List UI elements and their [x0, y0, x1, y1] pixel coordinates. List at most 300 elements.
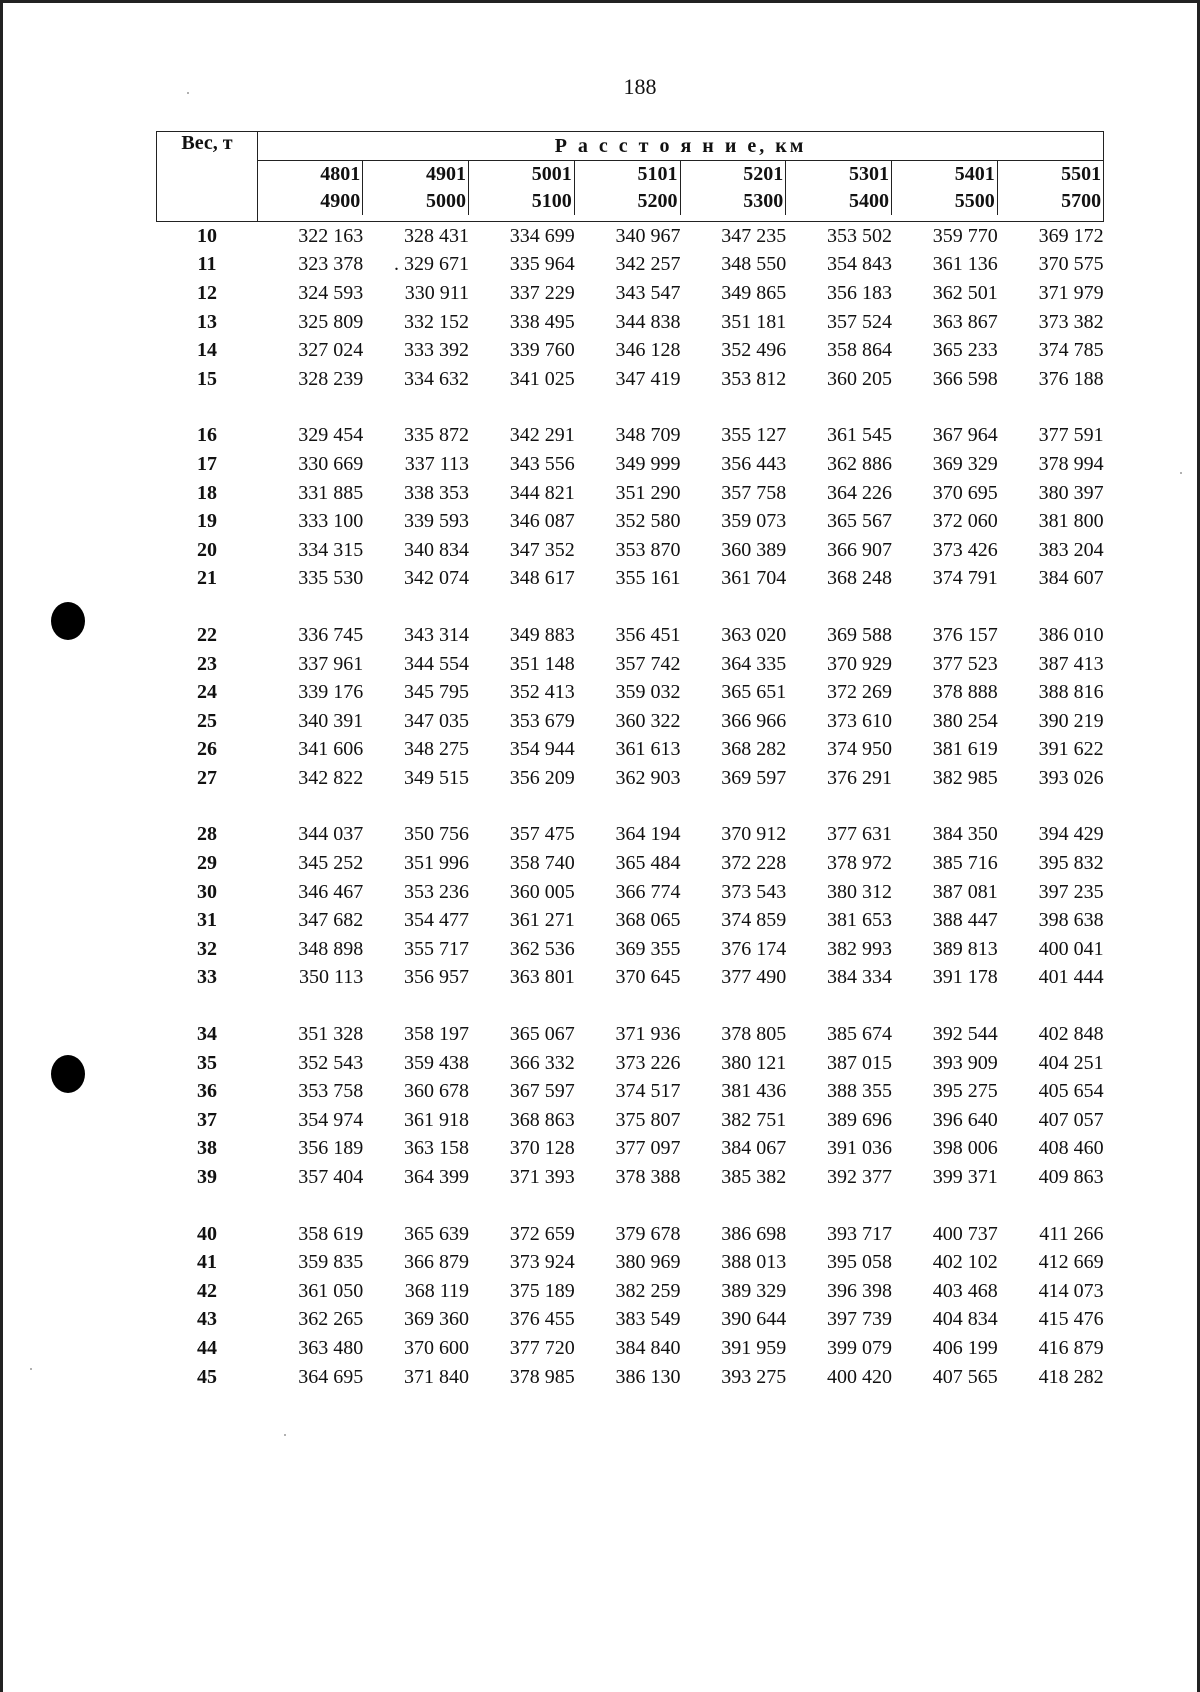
- tariff-value-cell: 360 678: [404, 1080, 469, 1103]
- tariff-value-cell: 374 517: [615, 1080, 681, 1103]
- tariff-value-cell: 418 282: [1038, 1365, 1104, 1388]
- tariff-value-cell: 351 996: [404, 852, 469, 875]
- distance-range-box: [743, 161, 786, 215]
- tariff-value-cell: 346 087: [509, 510, 575, 533]
- tariff-value-cell: 353 502: [827, 224, 892, 247]
- tariff-value-cell: 353 812: [721, 367, 787, 390]
- tariff-value-cell: 387 413: [1038, 652, 1104, 675]
- tariff-value-cell: 416 879: [1038, 1336, 1104, 1359]
- tariff-value-cell: 331 885: [298, 481, 364, 504]
- distance-range-header: [786, 161, 892, 222]
- tariff-value-cell: 340 834: [404, 538, 469, 561]
- tariff-value-cell: 333 392: [404, 339, 469, 362]
- tariff-value-cell: 348 550: [721, 253, 787, 276]
- distance-range-to: 5400: [849, 190, 889, 212]
- tariff-value-cell: 328 239: [298, 367, 364, 390]
- tariff-value-cell: 408 460: [1038, 1137, 1104, 1160]
- weight-cell: 24: [197, 681, 217, 704]
- tariff-value-cell: 362 903: [615, 766, 681, 789]
- tariff-value-cell: 371 979: [1038, 281, 1104, 304]
- tariff-value-cell: 394 429: [1038, 823, 1104, 846]
- tariff-value-cell: 349 999: [615, 452, 681, 475]
- table-row: [157, 1248, 1104, 1277]
- tariff-value-cell: 349 515: [404, 766, 469, 789]
- tariff-value-cell: 364 226: [827, 481, 892, 504]
- tariff-value-cell: 374 791: [932, 567, 998, 590]
- tariff-value-cell: 370 695: [932, 481, 998, 504]
- tariff-value-cell: 409 863: [1038, 1166, 1104, 1189]
- tariff-value-cell: 378 985: [509, 1365, 575, 1388]
- tariff-value-cell: 365 233: [932, 339, 998, 362]
- tariff-value-cell: 400 420: [827, 1365, 892, 1388]
- table-row: [157, 1163, 1104, 1192]
- tariff-value-cell: 360 205: [827, 367, 892, 390]
- weight-cell: 42: [197, 1279, 217, 1302]
- table-row: [157, 251, 1104, 280]
- tariff-value-cell: 363 480: [298, 1336, 364, 1359]
- table-body: [157, 222, 1104, 1392]
- tariff-value-cell: 398 006: [932, 1137, 998, 1160]
- table-row: [157, 1049, 1104, 1078]
- tariff-value-cell: 372 060: [932, 510, 998, 533]
- tariff-value-cell: 344 037: [298, 823, 364, 846]
- tariff-value-cell: 336 745: [298, 623, 364, 646]
- tariff-value-cell: 353 758: [298, 1080, 364, 1103]
- tariff-value-cell: 335 530: [298, 567, 364, 590]
- table-row: [157, 565, 1104, 594]
- tariff-value-cell: 387 015: [827, 1051, 892, 1074]
- tariff-value-cell: 364 335: [721, 652, 787, 675]
- tariff-value-cell: 338 353: [404, 481, 469, 504]
- tariff-value-cell: 370 575: [1038, 253, 1104, 276]
- tariff-value-cell: 374 859: [721, 909, 787, 932]
- tariff-value-cell: 360 322: [615, 709, 681, 732]
- tariff-value-cell: 397 235: [1038, 880, 1104, 903]
- tariff-value-cell: 362 265: [298, 1308, 364, 1331]
- tariff-value-cell: 345 252: [298, 852, 364, 875]
- tariff-value-cell: 350 756: [404, 823, 469, 846]
- tariff-value-cell: 330 911: [404, 281, 469, 304]
- group-spacer: [157, 992, 1104, 1020]
- distance-range-header: [469, 161, 575, 222]
- tariff-value-cell: 361 050: [298, 1279, 364, 1302]
- tariff-value-cell: 363 801: [509, 966, 575, 989]
- tariff-value-cell: 397 739: [827, 1308, 892, 1331]
- tariff-value-cell: 366 598: [932, 367, 998, 390]
- tariff-value-cell: 347 352: [509, 538, 575, 561]
- weight-cell: 27: [197, 766, 217, 789]
- tariff-value-cell: 392 544: [932, 1023, 998, 1046]
- tariff-value-cell: 365 567: [827, 510, 892, 533]
- tariff-value-cell: 351 328: [298, 1023, 364, 1046]
- tariff-value-cell: 327 024: [298, 339, 364, 362]
- distance-range-from: 5001: [531, 163, 572, 185]
- tariff-value-cell: 347 419: [615, 367, 681, 390]
- table-row: [157, 450, 1104, 479]
- tariff-value-cell: 386 010: [1038, 623, 1104, 646]
- tariff-value-cell: 374 785: [1038, 339, 1104, 362]
- weight-cell: 16: [197, 424, 217, 447]
- group-spacer: [157, 394, 1104, 422]
- tariff-value-cell: 380 397: [1038, 481, 1104, 504]
- weight-cell: 26: [197, 738, 217, 761]
- tariff-value-cell: 380 254: [932, 709, 998, 732]
- table-row: [157, 1106, 1104, 1135]
- tariff-value-cell: 347 235: [721, 224, 787, 247]
- tariff-value-cell: 346 128: [615, 339, 681, 362]
- weight-cell: 41: [197, 1251, 217, 1274]
- tariff-value-cell: 415 476: [1038, 1308, 1104, 1331]
- tariff-value-cell: 325 809: [298, 310, 364, 333]
- tariff-value-cell: 372 269: [827, 681, 892, 704]
- tariff-value-cell: 378 994: [1038, 452, 1104, 475]
- tariff-value-cell: 367 597: [509, 1080, 575, 1103]
- tariff-value-cell: 370 912: [721, 823, 787, 846]
- tariff-value-cell: 329 454: [298, 424, 364, 447]
- tariff-value-cell: 361 136: [932, 253, 998, 276]
- tariff-value-cell: 376 188: [1038, 367, 1104, 390]
- tariff-value-cell: 362 501: [932, 281, 998, 304]
- tariff-value-cell: 361 704: [721, 567, 787, 590]
- table-row: [157, 707, 1104, 736]
- tariff-value-cell: 401 444: [1038, 966, 1104, 989]
- weight-cell: 23: [197, 652, 217, 675]
- tariff-value-cell: 354 974: [298, 1108, 364, 1131]
- tariff-value-cell: 354 944: [509, 738, 575, 761]
- weight-cell: 35: [197, 1051, 217, 1074]
- table-row: [157, 964, 1104, 993]
- tariff-value-cell: 381 619: [932, 738, 998, 761]
- tariff-value-cell: 411 266: [1039, 1222, 1104, 1245]
- table-row: [157, 678, 1104, 707]
- tariff-value-cell: 351 181: [721, 310, 787, 333]
- tariff-value-cell: 369 172: [1038, 224, 1104, 247]
- tariff-value-cell: 353 236: [404, 880, 469, 903]
- tariff-value-cell: 380 312: [827, 880, 892, 903]
- tariff-value-cell: 333 100: [298, 510, 364, 533]
- tariff-value-cell: 343 314: [404, 623, 469, 646]
- tariff-value-cell: 382 993: [827, 937, 892, 960]
- tariff-value-cell: 368 282: [721, 738, 787, 761]
- tariff-value-cell: 334 699: [509, 224, 575, 247]
- tariff-value-cell: 388 013: [721, 1251, 787, 1274]
- tariff-value-cell: 373 226: [615, 1051, 681, 1074]
- tariff-value-cell: 373 610: [827, 709, 892, 732]
- tariff-value-cell: 355 717: [404, 937, 469, 960]
- distance-range-box: [320, 161, 363, 215]
- tariff-value-cell: 339 760: [509, 339, 575, 362]
- distance-range-box: [1061, 161, 1103, 215]
- tariff-value-cell: 344 821: [509, 481, 575, 504]
- tariff-value-cell: 373 543: [721, 880, 787, 903]
- tariff-value-cell: 341 025: [509, 367, 575, 390]
- tariff-value-cell: 351 290: [615, 481, 681, 504]
- tariff-value-cell: 339 176: [298, 681, 364, 704]
- tariff-value-cell: 402 848: [1038, 1023, 1104, 1046]
- table-row: [157, 935, 1104, 964]
- tariff-value-cell: 361 918: [404, 1108, 469, 1131]
- weight-cell: 36: [197, 1080, 217, 1103]
- table-row: [157, 1306, 1104, 1335]
- table-row: [157, 1135, 1104, 1164]
- table-row: [157, 507, 1104, 536]
- tariff-value-cell: 379 678: [615, 1222, 681, 1245]
- weight-cell: 15: [197, 367, 217, 390]
- weight-column-header: Вес, т: [157, 132, 258, 222]
- tariff-table: [156, 131, 1104, 1391]
- tariff-value-cell: 356 189: [298, 1137, 364, 1160]
- distance-range-box: [426, 161, 469, 215]
- tariff-value-cell: 370 929: [827, 652, 892, 675]
- tariff-value-cell: 402 102: [932, 1251, 998, 1274]
- tariff-value-cell: 355 161: [615, 567, 681, 590]
- tariff-value-cell: 348 898: [298, 937, 364, 960]
- weight-cell: 44: [197, 1336, 217, 1359]
- tariff-value-cell: 372 228: [721, 852, 787, 875]
- tariff-value-cell: 377 523: [932, 652, 998, 675]
- tariff-value-cell: 342 822: [298, 766, 364, 789]
- weight-cell: 30: [197, 880, 217, 903]
- distance-range-header: [258, 161, 364, 222]
- tariff-value-cell: 393 717: [827, 1222, 892, 1245]
- weight-cell: 37: [197, 1108, 217, 1131]
- tariff-value-cell: 391 959: [721, 1336, 787, 1359]
- weight-cell: 33: [197, 966, 217, 989]
- tariff-value-cell: 359 438: [404, 1051, 469, 1074]
- distance-header: Р а с с т о я н и е, км: [258, 132, 1104, 161]
- tariff-value-cell: 357 742: [615, 652, 681, 675]
- table-row: [157, 222, 1104, 251]
- distance-range-box: [638, 161, 681, 215]
- distance-range-from: 5501: [1061, 163, 1102, 185]
- tariff-value-cell: 391 622: [1038, 738, 1104, 761]
- table-row: [157, 621, 1104, 650]
- tariff-value-cell: 377 591: [1038, 424, 1104, 447]
- tariff-value-cell: 368 119: [404, 1279, 469, 1302]
- distance-range-box: [532, 161, 575, 215]
- tariff-value-cell: 376 455: [509, 1308, 575, 1331]
- tariff-value-cell: 393 275: [721, 1365, 787, 1388]
- tariff-value-cell: 364 194: [615, 823, 681, 846]
- tariff-value-cell: 385 674: [827, 1023, 892, 1046]
- tariff-value-cell: 359 073: [721, 510, 787, 533]
- tariff-value-cell: 377 490: [721, 966, 787, 989]
- tariff-value-cell: 399 371: [932, 1166, 998, 1189]
- tariff-value-cell: 359 770: [932, 224, 998, 247]
- tariff-value-cell: 339 593: [404, 510, 469, 533]
- tariff-value-cell: 389 696: [827, 1108, 892, 1131]
- tariff-value-cell: 374 950: [827, 738, 892, 761]
- tariff-value-cell: 370 600: [404, 1336, 469, 1359]
- scan-speck: [284, 1434, 286, 1436]
- distance-range-to: 5700: [1061, 190, 1102, 212]
- distance-range-header: [998, 161, 1104, 222]
- tariff-value-cell: 359 835: [298, 1251, 364, 1274]
- tariff-value-cell: 356 209: [509, 766, 575, 789]
- weight-cell: 13: [197, 310, 217, 333]
- tariff-value-cell: 353 679: [509, 709, 575, 732]
- distance-range-header: [363, 161, 469, 222]
- tariff-value-cell: 337 229: [509, 281, 575, 304]
- tariff-value-cell: 376 174: [721, 937, 787, 960]
- weight-cell: 19: [197, 510, 217, 533]
- tariff-value-cell: 361 545: [827, 424, 892, 447]
- tariff-value-cell: 395 832: [1038, 852, 1104, 875]
- tariff-value-cell: 366 879: [404, 1251, 469, 1274]
- tariff-value-cell: 356 451: [615, 623, 681, 646]
- tariff-value-cell: 395 275: [932, 1080, 998, 1103]
- tariff-value-cell: 334 632: [404, 367, 469, 390]
- weight-cell: 22: [197, 623, 217, 646]
- tariff-value-cell: 338 495: [509, 310, 575, 333]
- tariff-value-cell: 385 382: [721, 1166, 787, 1189]
- tariff-value-cell: 375 189: [509, 1279, 575, 1302]
- table-row: [157, 821, 1104, 850]
- distance-range-header: [575, 161, 681, 222]
- tariff-value-cell: 391 178: [932, 966, 998, 989]
- page-number: 188: [623, 74, 657, 99]
- tariff-value-cell: 378 972: [827, 852, 892, 875]
- tariff-value-cell: 358 864: [827, 339, 892, 362]
- tariff-value-cell: 383 204: [1038, 538, 1104, 561]
- distance-range-from: 5201: [743, 163, 784, 185]
- tariff-value-cell: 360 389: [721, 538, 787, 561]
- tariff-value-cell: 337 961: [298, 652, 364, 675]
- table-row: [157, 849, 1104, 878]
- table-row: [157, 650, 1104, 679]
- weight-cell: 28: [197, 823, 217, 846]
- group-spacer: [157, 593, 1104, 621]
- tariff-value-cell: 368 065: [615, 909, 681, 932]
- tariff-value-cell: 366 774: [615, 880, 681, 903]
- weight-cell: 21: [197, 567, 217, 590]
- tariff-value-cell: 369 329: [932, 452, 998, 475]
- scan-speck: [187, 92, 189, 94]
- table-row: [157, 1363, 1104, 1392]
- tariff-value-cell: 407 565: [932, 1365, 998, 1388]
- tariff-value-cell: 384 607: [1038, 567, 1104, 590]
- tariff-value-cell: 404 834: [932, 1308, 998, 1331]
- tariff-value-cell: 399 079: [827, 1336, 892, 1359]
- tariff-value-cell: 390 644: [721, 1308, 787, 1331]
- distance-range-to: 5300: [743, 190, 784, 212]
- tariff-value-cell: 376 157: [932, 623, 998, 646]
- tariff-value-cell: 352 543: [298, 1051, 364, 1074]
- tariff-value-cell: 376 291: [827, 766, 892, 789]
- tariff-value-cell: 369 588: [827, 623, 892, 646]
- tariff-value-cell: 389 329: [721, 1279, 787, 1302]
- tariff-value-cell: 355 127: [721, 424, 787, 447]
- weight-cell: 34: [197, 1023, 217, 1046]
- tariff-value-cell: 346 467: [298, 880, 364, 903]
- tariff-value-cell: 365 067: [509, 1023, 575, 1046]
- distance-range-from: 4901: [426, 163, 466, 185]
- distance-range-from: 5301: [849, 163, 889, 185]
- weight-cell: 11: [197, 253, 217, 276]
- tariff-value-cell: 396 640: [932, 1108, 998, 1131]
- tariff-value-cell: 407 057: [1038, 1108, 1104, 1131]
- weight-cell: 14: [197, 339, 217, 362]
- tariff-value-cell: 343 547: [615, 281, 681, 304]
- tariff-value-cell: 356 957: [404, 966, 469, 989]
- tariff-value-cell: 391 036: [827, 1137, 892, 1160]
- tariff-value-cell: 387 081: [932, 880, 998, 903]
- table-row: [157, 1277, 1104, 1306]
- scan-speck: [30, 1368, 32, 1370]
- tariff-value-cell: 352 580: [615, 510, 681, 533]
- tariff-value-cell: 337 113: [404, 452, 469, 475]
- table-row: [157, 764, 1104, 793]
- tariff-value-cell: 356 183: [827, 281, 892, 304]
- tariff-value-cell: 365 484: [615, 852, 681, 875]
- tariff-value-cell: 328 431: [404, 224, 469, 247]
- distance-range-from: 5401: [954, 163, 995, 185]
- tariff-value-cell: 334 315: [298, 538, 364, 561]
- tariff-value-cell: 383 549: [615, 1308, 681, 1331]
- weight-cell: 20: [197, 538, 217, 561]
- punch-hole-bottom: [51, 1055, 85, 1093]
- weight-cell: 10: [197, 224, 217, 247]
- tariff-value-cell: 369 597: [721, 766, 787, 789]
- weight-cell: 12: [197, 281, 217, 304]
- tariff-value-cell: 381 653: [827, 909, 892, 932]
- tariff-value-cell: 357 404: [298, 1166, 364, 1189]
- tariff-value-cell: 370 645: [615, 966, 681, 989]
- tariff-value-cell: 378 388: [615, 1166, 681, 1189]
- tariff-value-cell: 354 843: [827, 253, 892, 276]
- tariff-value-cell: 360 005: [509, 880, 575, 903]
- tariff-value-cell: 389 813: [932, 937, 998, 960]
- weight-cell: 18: [197, 481, 217, 504]
- tariff-value-cell: 388 816: [1038, 681, 1104, 704]
- tariff-value-cell: 348 617: [509, 567, 575, 590]
- distance-range-box: [849, 161, 892, 215]
- tariff-value-cell: 369 360: [404, 1308, 469, 1331]
- weight-cell: 29: [197, 852, 217, 875]
- weight-cell: 31: [197, 909, 217, 932]
- table-row: [157, 1220, 1104, 1249]
- tariff-value-cell: 364 695: [298, 1365, 364, 1388]
- tariff-value-cell: 353 870: [615, 538, 681, 561]
- tariff-value-cell: 351 148: [509, 652, 575, 675]
- tariff-value-cell: 406 199: [932, 1336, 998, 1359]
- table-row: [157, 1334, 1104, 1363]
- tariff-value-cell: 350 113: [298, 966, 364, 989]
- tariff-value-cell: 396 398: [827, 1279, 892, 1302]
- tariff-value-cell: 392 377: [827, 1166, 892, 1189]
- tariff-value-cell: 340 391: [298, 709, 364, 732]
- tariff-value-cell: 382 751: [721, 1108, 787, 1131]
- tariff-value-cell: 414 073: [1038, 1279, 1104, 1302]
- tariff-value-cell: 359 032: [615, 681, 681, 704]
- group-spacer: [157, 1192, 1104, 1220]
- tariff-value-cell: 393 026: [1038, 766, 1104, 789]
- tariff-value-cell: 400 737: [932, 1222, 998, 1245]
- weight-cell: 17: [197, 452, 217, 475]
- tariff-value-cell: 371 936: [615, 1023, 681, 1046]
- tariff-value-cell: 362 536: [509, 937, 575, 960]
- distance-range-header: [681, 161, 787, 222]
- table-row: [157, 736, 1104, 765]
- tariff-value-cell: 357 524: [827, 310, 892, 333]
- tariff-value-cell: 381 436: [721, 1080, 787, 1103]
- tariff-value-cell: 380 121: [721, 1051, 787, 1074]
- tariff-value-cell: 403 468: [932, 1279, 998, 1302]
- tariff-value-cell: 373 382: [1038, 310, 1104, 333]
- tariff-value-cell: 381 800: [1038, 510, 1104, 533]
- tariff-value-cell: 358 619: [298, 1222, 364, 1245]
- scan-speck: [1180, 472, 1182, 474]
